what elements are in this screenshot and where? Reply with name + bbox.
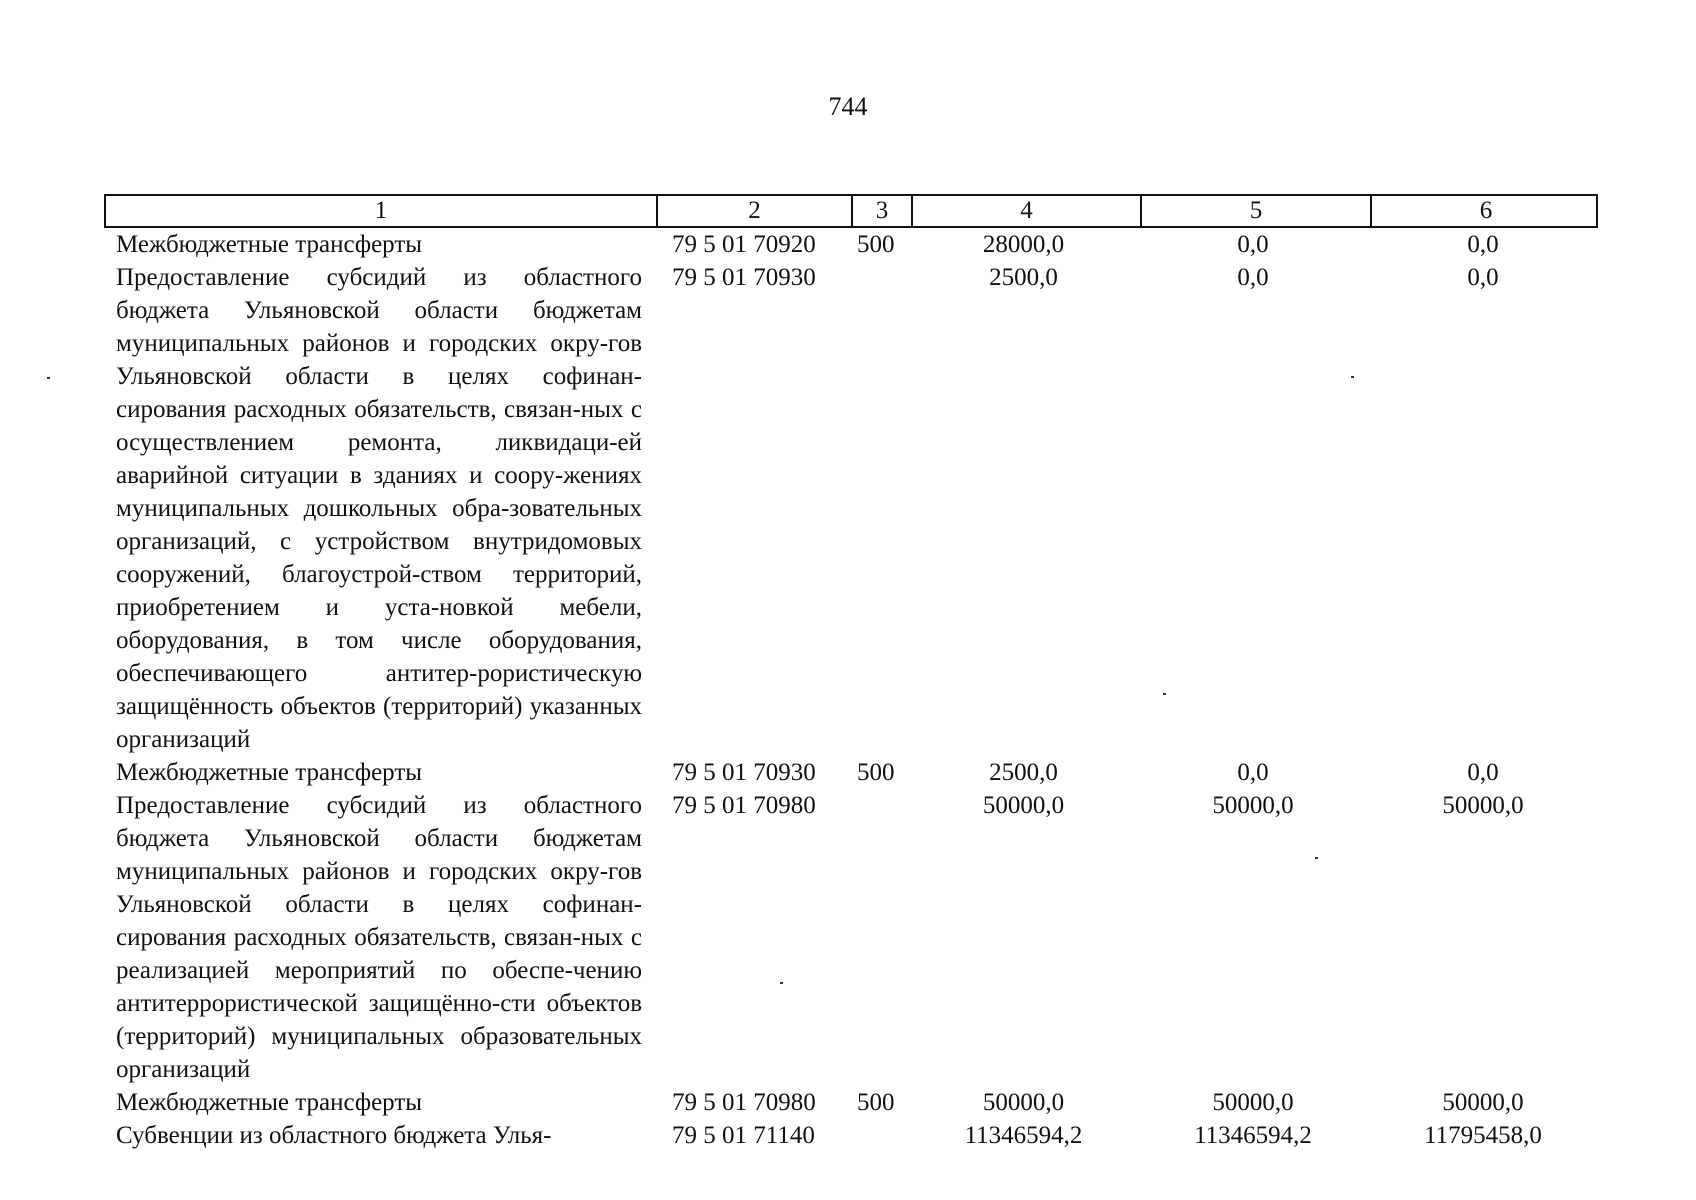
row-value-5: 50000,0 xyxy=(1212,792,1294,819)
row-value-6: 50000,0 xyxy=(1442,792,1524,819)
table-row xyxy=(104,228,1598,261)
table-row xyxy=(104,1086,1598,1119)
row-value-6: 50000,0 xyxy=(1442,1089,1524,1116)
row-value-5: 0,0 xyxy=(1237,231,1269,258)
row-value-5: 50000,0 xyxy=(1212,1089,1294,1116)
row-value-5: 0,0 xyxy=(1237,264,1269,291)
header-cell-1: 1 xyxy=(374,197,388,224)
scan-speck xyxy=(780,982,783,984)
header-cell-2: 2 xyxy=(656,196,851,226)
table-row xyxy=(104,1119,1598,1152)
table-row xyxy=(104,756,1598,789)
row-code: 79 5 01 70980 xyxy=(672,1089,816,1116)
row-code: 79 5 01 70930 xyxy=(672,264,816,291)
header-cell-5: 5 xyxy=(1140,196,1370,226)
row-name: Предоставление субсидий из областного бюджета Ульяновской области бюджетам муниципальных районов и городских окру-гов Ульяновской области в целях софинан-сирования расходных обязательств, связан-ных с осуществлением ремонта, ликвидаци-ей аварийной ситуации в зданиях и соору-жениях муниципальных дошкольных обра-зовательных организаций, с устройством внутридомовых сооружений, благоустрой-ством территорий, приобретением и уста-новкой мебели, оборудования, в том числе оборудования, обеспечивающего антитер-рористическую защищённость объектов (территорий) указанных организаций xyxy=(116,264,642,753)
row-type: 500 xyxy=(857,1089,895,1116)
scan-speck xyxy=(47,377,50,379)
header-cell-6: 6 xyxy=(1370,196,1600,226)
row-name: Межбюджетные трансферты xyxy=(116,231,423,258)
table-row xyxy=(104,789,1598,1086)
table-header xyxy=(104,194,1598,228)
row-type xyxy=(849,261,909,756)
row-value-4: 50000,0 xyxy=(982,792,1065,819)
row-type: 500 xyxy=(857,759,895,786)
row-value-4: 2500,0 xyxy=(989,759,1058,786)
row-value-5: 0,0 xyxy=(1237,759,1269,786)
page-number: 744 xyxy=(828,92,868,121)
row-value-4: 2500,0 xyxy=(989,264,1058,291)
table-row xyxy=(104,261,1598,756)
row-value-4: 28000,0 xyxy=(982,231,1065,258)
row-value-6: 0,0 xyxy=(1467,264,1499,291)
row-value-4: 11346594,2 xyxy=(964,1122,1083,1149)
row-value-6: 0,0 xyxy=(1467,759,1499,786)
budget-table xyxy=(104,194,1598,1152)
row-name: Межбюджетные трансферты xyxy=(116,1089,423,1116)
row-type: 500 xyxy=(857,231,895,258)
scan-speck xyxy=(1315,857,1318,859)
scan-speck xyxy=(1163,693,1166,695)
row-name: Субвенции из областного бюджета Улья- xyxy=(116,1122,552,1149)
row-code: 79 5 01 70980 xyxy=(672,792,816,819)
row-value-6: 0,0 xyxy=(1467,231,1499,258)
row-value-5: 11346594,2 xyxy=(1194,1122,1312,1149)
row-type xyxy=(849,1119,909,1152)
row-value-4: 50000,0 xyxy=(982,1089,1065,1116)
row-code: 79 5 01 70920 xyxy=(672,231,816,258)
row-code: 79 5 01 71140 xyxy=(672,1122,815,1149)
scan-speck xyxy=(1351,376,1354,378)
row-name: Предоставление субсидий из областного бюджета Ульяновской области бюджетам муниципальных районов и городских окру-гов Ульяновской области в целях софинан-сирования расходных обязательств, связан-ных с реализацией мероприятий по обеспе-чению антитеррористической защищённо-сти объектов (территорий) муниципальных образовательных организаций xyxy=(116,792,642,1083)
header-cell-3: 3 xyxy=(851,196,911,226)
row-value-6: 11795458,0 xyxy=(1424,1122,1542,1149)
row-name: Межбюджетные трансферты xyxy=(116,759,423,786)
row-type xyxy=(849,789,909,1086)
row-code: 79 5 01 70930 xyxy=(672,759,816,786)
header-cell-4: 4 xyxy=(911,196,1140,226)
